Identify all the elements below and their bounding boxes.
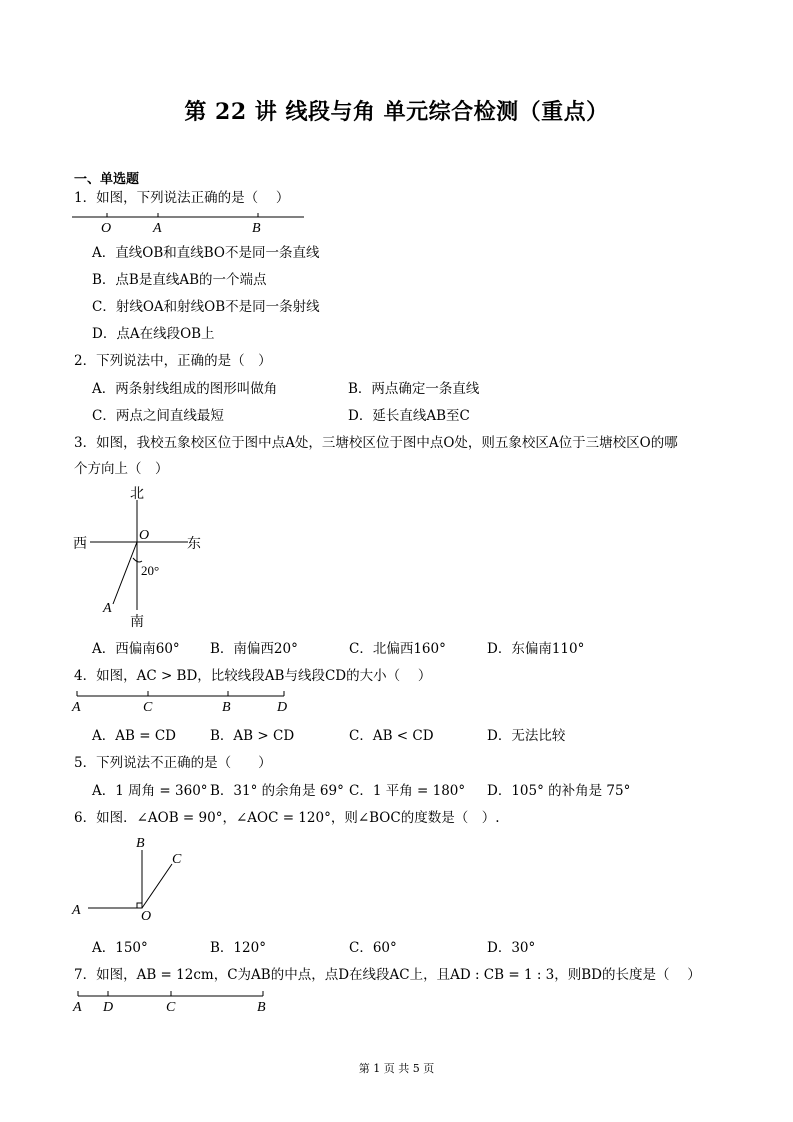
q4-option-b[interactable]: B．AB > CD <box>210 728 295 744</box>
q7-stem: 7．如图，AB = 12cm，C为AB的中点，点D在线段AC上，且AD : CB = 1 : 3，则BD的长度是（ ） <box>74 967 701 983</box>
q7-label-c: C <box>166 1000 176 1015</box>
q3-label-o: O <box>139 528 150 543</box>
q7-label-b: B <box>257 1000 266 1015</box>
q4-label-d: D <box>277 700 288 715</box>
q5-option-b[interactable]: B．31° 的余角是 69° <box>210 783 344 799</box>
q7-figure <box>70 986 280 1016</box>
q1-option-d[interactable]: D．点A在线段OB上 <box>92 326 215 342</box>
page-title: 第 22 讲 线段与角 单元综合检测（重点） <box>184 99 609 125</box>
q6-label-b: B <box>136 836 145 851</box>
q2-option-a[interactable]: A．两条射线组成的图形叫做角 <box>92 381 278 397</box>
q5-option-d[interactable]: D．105° 的补角是 75° <box>487 783 631 799</box>
q3-stem-line2: 个方向上（ ） <box>74 461 169 477</box>
q5-option-c[interactable]: C．1 平角 = 180° <box>349 783 466 799</box>
q4-option-a[interactable]: A．AB = CD <box>92 728 176 744</box>
q4-option-d[interactable]: D．无法比较 <box>487 728 566 744</box>
q4-option-c[interactable]: C．AB < CD <box>349 728 434 744</box>
q3-label-east: 东 <box>187 537 201 552</box>
q3-option-c[interactable]: C．北偏西160° <box>349 641 446 657</box>
q6-label-o: O <box>141 909 152 924</box>
q1-option-b[interactable]: B．点B是直线AB的一个端点 <box>92 272 267 288</box>
q4-label-c: C <box>143 700 153 715</box>
q6-label-a: A <box>72 903 81 918</box>
q1-figure <box>70 208 310 236</box>
section-heading: 一、单选题 <box>74 172 140 187</box>
q1-option-a[interactable]: A．直线OB和直线BO不是同一条直线 <box>92 245 320 261</box>
q7-label-a: A <box>73 1000 82 1015</box>
q1-label-b: B <box>252 221 261 236</box>
q3-label-south: 南 <box>130 615 144 630</box>
q3-stem-line1: 3．如图，我校五象校区位于图中点A处，三塘校区位于图中点O处，则五象校区A位于三塘校区O的哪 <box>74 435 678 451</box>
q6-option-b[interactable]: B．120° <box>210 940 266 956</box>
q1-stem: 1．如图，下列说法正确的是（ ） <box>74 190 290 206</box>
q4-stem: 4．如图，AC > BD，比较线段AB与线段CD的大小（ ） <box>74 668 432 684</box>
q6-option-a[interactable]: A．150° <box>92 940 148 956</box>
q3-label-north: 北 <box>130 487 144 502</box>
q4-figure <box>70 686 300 716</box>
q3-compass-figure <box>70 482 210 632</box>
q6-option-c[interactable]: C．60° <box>349 940 397 956</box>
q3-option-d[interactable]: D．东偏南110° <box>487 641 585 657</box>
q3-label-angle: 20° <box>141 563 160 578</box>
q5-stem: 5．下列说法不正确的是（ ） <box>74 755 272 771</box>
q3-label-a: A <box>103 601 112 616</box>
q3-label-west: 西 <box>73 537 87 552</box>
q6-stem: 6．如图．∠AOB = 90°，∠AOC = 120°，则∠BOC的度数是（ ）. <box>74 810 500 826</box>
q4-label-b: B <box>222 700 231 715</box>
q6-label-c: C <box>172 852 182 867</box>
q5-option-a[interactable]: A．1 周角 = 360° <box>92 783 208 799</box>
q2-option-b[interactable]: B．两点确定一条直线 <box>348 381 480 397</box>
page-footer: 第 1 页 共 5 页 <box>358 1062 435 1075</box>
q2-option-c[interactable]: C．两点之间直线最短 <box>92 408 224 424</box>
q7-label-d: D <box>103 1000 114 1015</box>
q1-label-a: A <box>153 221 162 236</box>
q1-option-c[interactable]: C．射线OA和射线OB不是同一条射线 <box>92 299 320 315</box>
q3-option-b[interactable]: B．南偏西20° <box>210 641 298 657</box>
q2-stem: 2．下列说法中，正确的是（ ） <box>74 353 272 369</box>
q2-option-d[interactable]: D．延长直线AB至C <box>348 408 470 424</box>
q1-label-o: O <box>101 221 112 236</box>
q6-angle-figure <box>70 830 200 925</box>
q3-option-a[interactable]: A．西偏南60° <box>92 641 180 657</box>
q4-label-a: A <box>72 700 81 715</box>
q6-option-d[interactable]: D．30° <box>487 940 536 956</box>
